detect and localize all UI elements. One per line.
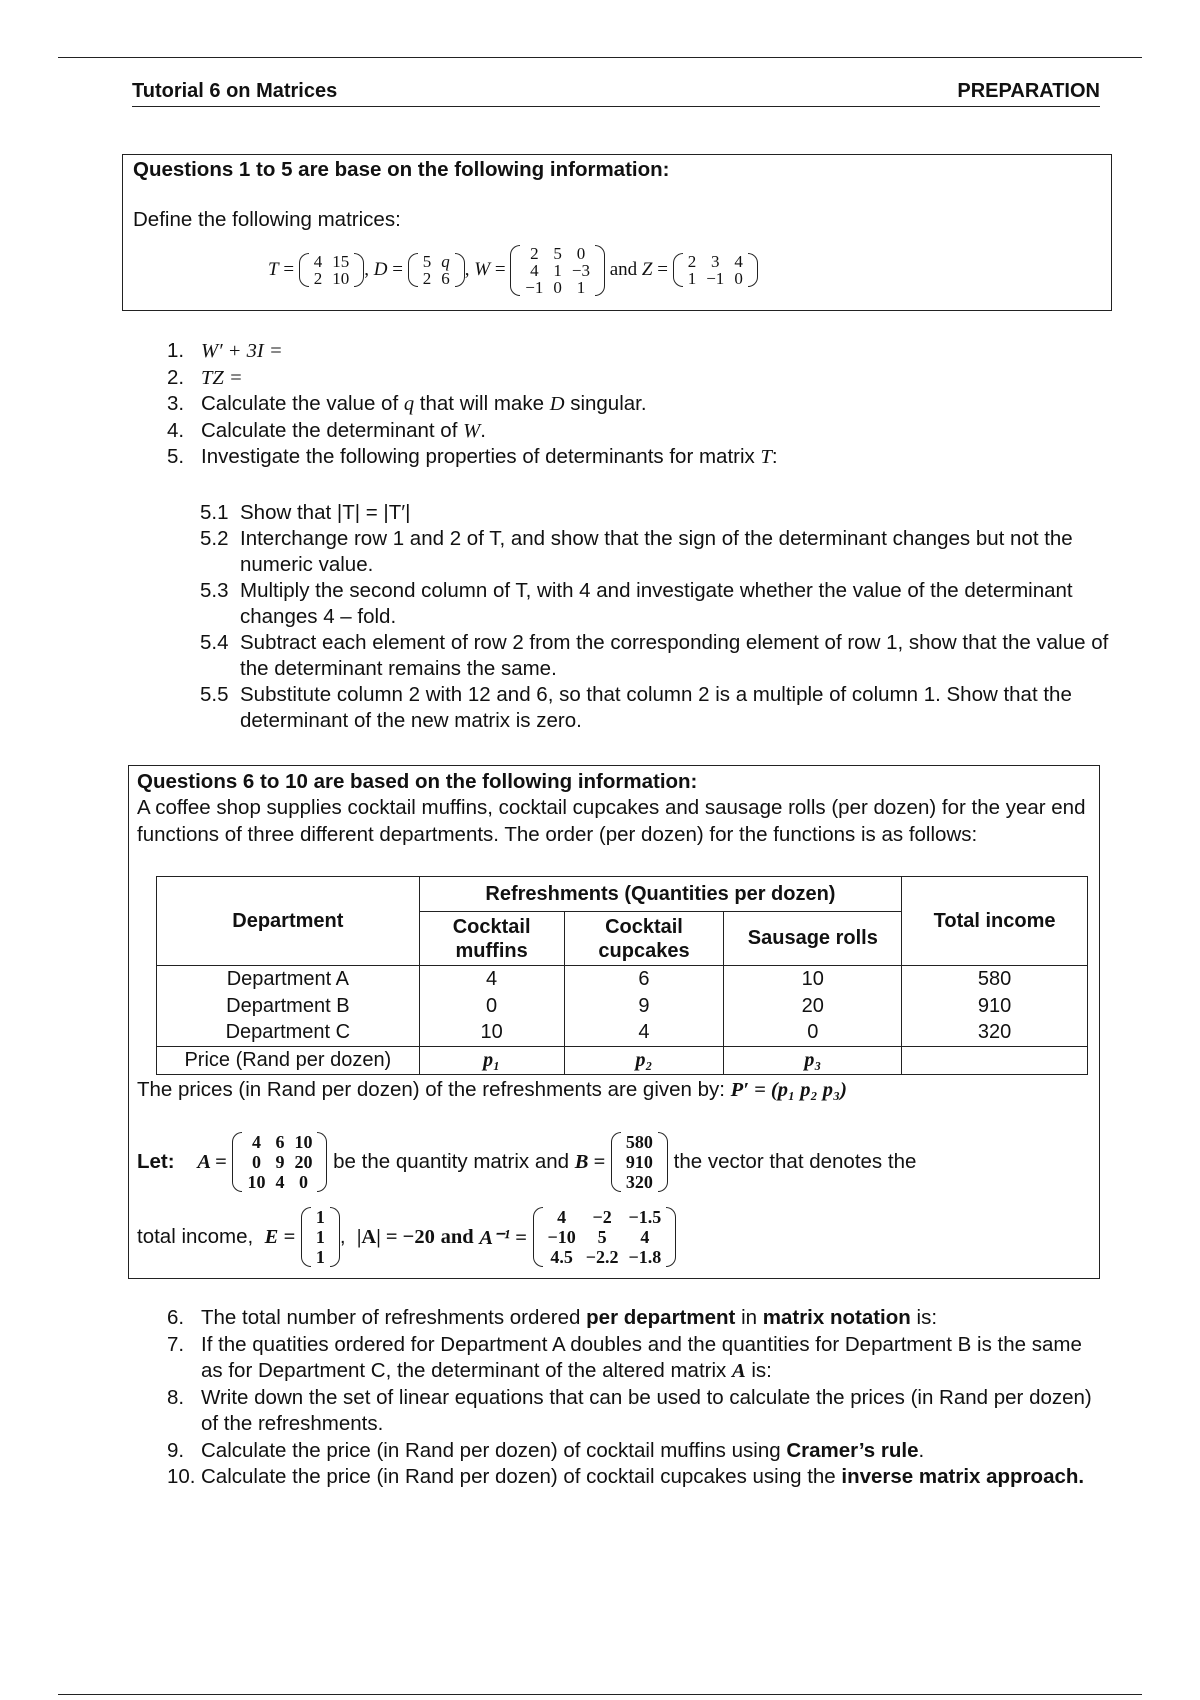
col-department: Department [157, 877, 420, 966]
col-refreshments: Refreshments (Quantities per dozen) [419, 877, 902, 912]
questions-1-5 [167, 338, 1117, 471]
question-8: 8. Write down the set of linear equations that can be used to calculate the prices (in Rand per dozen) of the refreshments. [167, 1385, 1092, 1435]
question-6: 6. The total number of refreshments ordered per department in matrix notation is: [167, 1306, 938, 1329]
vector-E: 1 1 1 [301, 1207, 340, 1267]
matrix-A: 4 6 10 0 9 20 10 4 0 [232, 1132, 327, 1192]
question-4: 4. Calculate the determinant of W. [167, 418, 486, 442]
bottom-rule [58, 1694, 1142, 1695]
price-vector: P′ = (p₁ p₂ p₃) [730, 1079, 847, 1101]
box2-heading: Questions 6 to 10 are based on the following information: [137, 770, 698, 793]
question-3: 3. Calculate the value of q that will make D singular. [167, 392, 647, 415]
matrix-W: 2 5 0 4 1 −3 −1 0 1 [510, 245, 605, 296]
col-cocktail-cupcakes: Cocktail cupcakes [564, 912, 724, 966]
question-1: 1. W′ + 3I = [167, 339, 283, 362]
question-10: 10. Calculate the price (in Rand per dozen) of cocktail cupcakes using the inverse matrix approach. [167, 1465, 1085, 1488]
subpart-5-4: 5.4 Subtract each element of row 2 from the corresponding element of row 1, show that the value of the determinant remains the same. [200, 631, 1109, 680]
table-row: Department C 10 4 0 320 [157, 1020, 1088, 1047]
col-sausage-rolls: Sausage rolls [724, 912, 902, 966]
table-row: Department A 4 6 10 580 [157, 966, 1088, 993]
tutorial-title: Tutorial 6 on Matrices [132, 80, 338, 102]
box2-intro: A coffee shop supplies cocktail muffins, cocktail cupcakes and sausage rolls (per dozen) for the year end functions of three different departments. The order (per dozen) for the functions is as follows: [137, 796, 1086, 846]
info-box-1 [122, 154, 1112, 311]
det-A: |A| = −20 [356, 1225, 435, 1248]
subpart-5-5: 5.5 Substitute column 2 with 12 and 6, so that column 2 is a multiple of column 1. Show that the determinant of the new matrix is zero. [200, 683, 1072, 732]
question-5-subparts [200, 500, 1120, 734]
matrix-definitions: T = 4 15 2 10 , D = 5 q 2 6 , W = 2 5 0 4 1 −3 −1 0 1 and Z = 2 3 4 1 −1 0 [268, 235, 758, 305]
box1-heading: Questions 1 to 5 are base on the following information: [133, 158, 670, 181]
col-cocktail-muffins: Cocktail muffins [419, 912, 564, 966]
question-7: 7. If the quatities ordered for Department A doubles and the quantities for Department B is the same as for Department C, the determinant of the altered matrix A is: [167, 1332, 1082, 1382]
question-9: 9. Calculate the price (in Rand per dozen) of cocktail muffins using Cramer’s rule. [167, 1438, 925, 1462]
prices-statement: The prices (in Rand per dozen) of the refreshments are given by: P′ = (p₁ p₂ p₃) [137, 1078, 847, 1101]
preparation-label: PREPARATION [957, 80, 1100, 102]
subpart-5-2: 5.2 Interchange row 1 and 2 of T, and show that the sign of the determinant changes but not the numeric value. [200, 527, 1073, 576]
page-header [132, 80, 1100, 107]
matrix-T: 4 15 2 10 [299, 253, 365, 287]
question-2: 2. TZ = [167, 365, 243, 389]
matrix-D: 5 q 2 6 [408, 253, 465, 287]
col-total-income: Total income [902, 877, 1088, 966]
question-5: 5. Investigate the following properties of determinants for matrix T: [167, 445, 778, 468]
box1-intro: Define the following matrices: [133, 208, 401, 231]
let-definitions: Let: A = 4 6 10 0 9 20 10 4 0 be the quantity matrix and B = 580 910 320 the vector that denotes the [137, 1132, 917, 1192]
vector-B: 580 910 320 [611, 1132, 668, 1192]
refreshments-table [156, 876, 1088, 1075]
price-row: Price (Rand per dozen) p₁ p₂ p₃ [157, 1047, 1088, 1075]
matrix-A-inverse: 4 −2 −1.5 −10 5 4 4.5 −2.2 −1.8 [533, 1207, 677, 1267]
income-definitions: total income, E = 1 1 1 , |A| = −20 and A⁻¹ = 4 −2 −1.5 −10 5 4 4.5 −2.2 −1.8 [137, 1200, 676, 1274]
top-rule [58, 57, 1142, 58]
subpart-5-3: 5.3 Multiply the second column of T, with 4 and investigate whether the value of the determinant changes 4 – fold. [200, 579, 1073, 628]
table-row: Department B 0 9 20 910 [157, 993, 1088, 1020]
questions-6-10 [167, 1305, 1097, 1491]
matrix-Z: 2 3 4 1 −1 0 [673, 253, 758, 287]
subpart-5-1: 5.1 Show that |T| = |T′| [200, 501, 411, 524]
